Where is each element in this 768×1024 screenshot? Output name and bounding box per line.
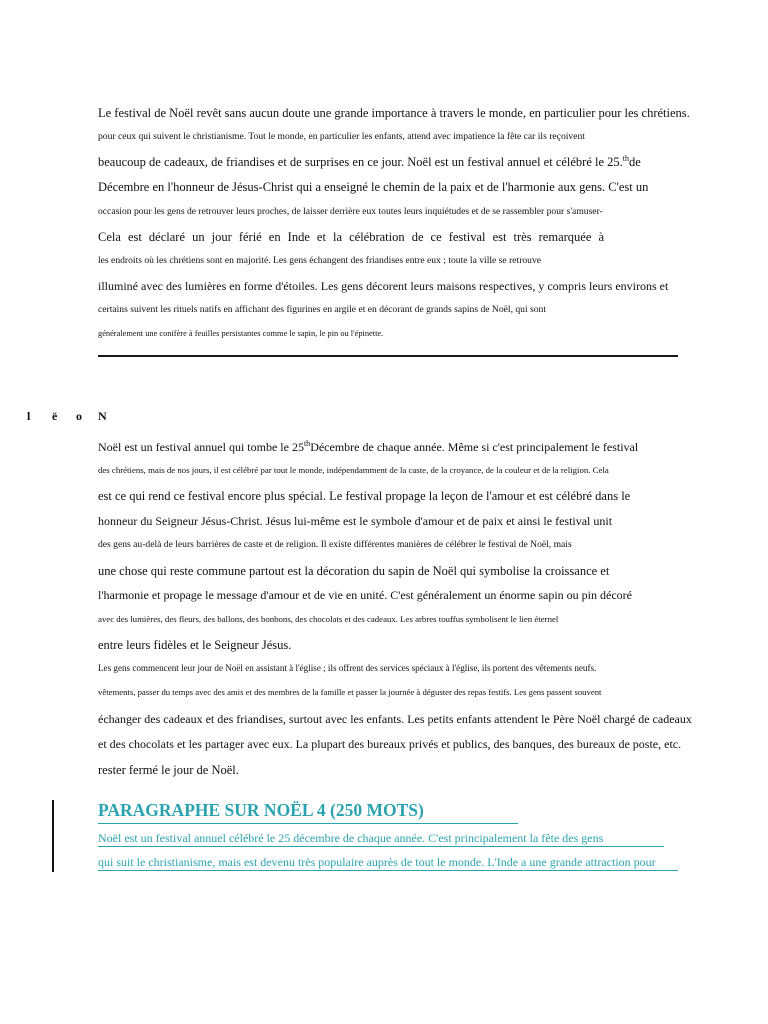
para1-line: Cela est déclaré un jour férié en Inde et la célébration de ce festival est très remarquée à xyxy=(98,230,604,244)
para1-line: pour ceux qui suivent le christianisme. Tout le monde, en particulier les enfants, attend avec impatience la fête car ils reçoivent xyxy=(98,131,585,142)
para2-line: est ce qui rend ce festival encore plus spécial. Le festival propage la leçon de l'amour et est célébré dans le xyxy=(98,489,631,503)
vertical-heading-letter: l xyxy=(27,409,31,423)
para2-line: entre leurs fidèles et le Seigneur Jésus. xyxy=(98,638,292,652)
para2-line: avec des lumières, des fleurs, des ballons, des bonbons, des chocolats et des cadeaux. Les arbres touffus symbolisent le lien éternel xyxy=(98,614,559,624)
para2-line: des gens au-delà de leurs barrières de caste et de religion. Il existe différentes manières de célébrer le festival de Noël, mais xyxy=(98,539,572,550)
heading-underline xyxy=(98,823,518,824)
para2-line: et des chocolats et les partager avec eux. La plupart des bureaux privés et publics, des banques, des bureaux de poste, etc. xyxy=(98,737,682,751)
para2-line xyxy=(98,441,638,453)
para1-line: occasion pour les gens de retrouver leurs proches, de laisser derrière eux toutes leurs inquiétudes et de se rassembler pour s'amuser- xyxy=(98,206,603,217)
horizontal-divider xyxy=(98,355,678,357)
vertical-heading-letter: o xyxy=(76,409,82,423)
para2-line: rester fermé le jour de Noël. xyxy=(98,763,239,777)
para2-text: Décembre de chaque année. Même si c'est principalement le festival xyxy=(310,440,639,454)
para1-line: Décembre en l'honneur de Jésus-Christ qui a enseigné le chemin de la paix et de l'harmonie aux gens. C'est un xyxy=(98,180,649,194)
section-heading-link[interactable]: PARAGRAPHE SUR NOËL 4 (250 MOTS) xyxy=(98,800,424,820)
para1-text: de xyxy=(629,155,641,169)
section3-link-line[interactable]: qui suit le christianisme, mais est devenu très populaire auprès de tout le monde. L'Inde a une grande attraction pour xyxy=(98,855,656,869)
para1-line: les endroits où les chrétiens sont en majorité. Les gens échangent des friandises entre eux ; toute la ville se retrouve xyxy=(98,255,542,266)
para1-line xyxy=(98,156,641,169)
ordinal-superscript: th xyxy=(622,154,630,163)
para2-line: Les gens commencent leur jour de Noël en assistant à l'église ; ils offrent des services spéciaux à l'église, ils portent des vêtements neufs. xyxy=(98,663,597,673)
para2-text: Noël est un festival annuel qui tombe le 25 xyxy=(98,440,304,454)
para2-line: des chrétiens, mais de nos jours, il est célébré par tout le monde, indépendamment de la caste, de la croyance, de la couleur et de la religion. Cela xyxy=(98,465,609,475)
para2-line: honneur du Seigneur Jésus-Christ. Jésus lui-même est le symbole d'amour et de paix et ainsi le festival unit xyxy=(98,514,613,528)
quote-sidebar-bar xyxy=(52,800,54,872)
para1-line: généralement une conifère à feuilles persistantes comme le sapin, le pin ou l'épinette. xyxy=(98,329,384,338)
para2-line: échanger des cadeaux et des friandises, surtout avec les enfants. Les petits enfants attendent le Père Noël chargé de cadeaux xyxy=(98,712,692,726)
para1-text: beaucoup de cadeaux, de friandises et de surprises en ce jour. Noël est un festival annuel et célébré le 25. xyxy=(98,155,623,169)
para1-line: illuminé avec des lumières en forme d'étoiles. Les gens décorent leurs maisons respectives, y compris leurs environs et xyxy=(98,279,669,293)
section3-link-line[interactable]: Noël est un festival annuel célébré le 25 décembre de chaque année. C'est principalement la fête des gens xyxy=(98,831,604,845)
para1-line: certains suivent les rituels natifs en affichant des figurines en argile et en décorant de grands sapins de Noël, qui sont xyxy=(98,304,547,315)
para2-line: une chose qui reste commune partout est la décoration du sapin de Noël qui symbolise la croissance et xyxy=(98,564,610,578)
ordinal-superscript: th xyxy=(303,439,311,448)
vertical-heading-letter: N xyxy=(98,409,107,423)
para2-line: vêtements, passer du temps avec des amis et des membres de la famille et passer la journée à déguster des repas festifs. Les gens passent souvent xyxy=(98,687,602,697)
link-underline xyxy=(98,846,664,847)
link-underline xyxy=(98,870,678,871)
para1-line: Le festival de Noël revêt sans aucun doute une grande importance à travers le monde, en particulier pour les chrétiens. xyxy=(98,106,690,120)
para2-line: l'harmonie et propage le message d'amour et de vie en unité. C'est généralement un énorme sapin ou pin décoré xyxy=(98,588,632,602)
vertical-heading-letter: ë xyxy=(52,409,58,423)
